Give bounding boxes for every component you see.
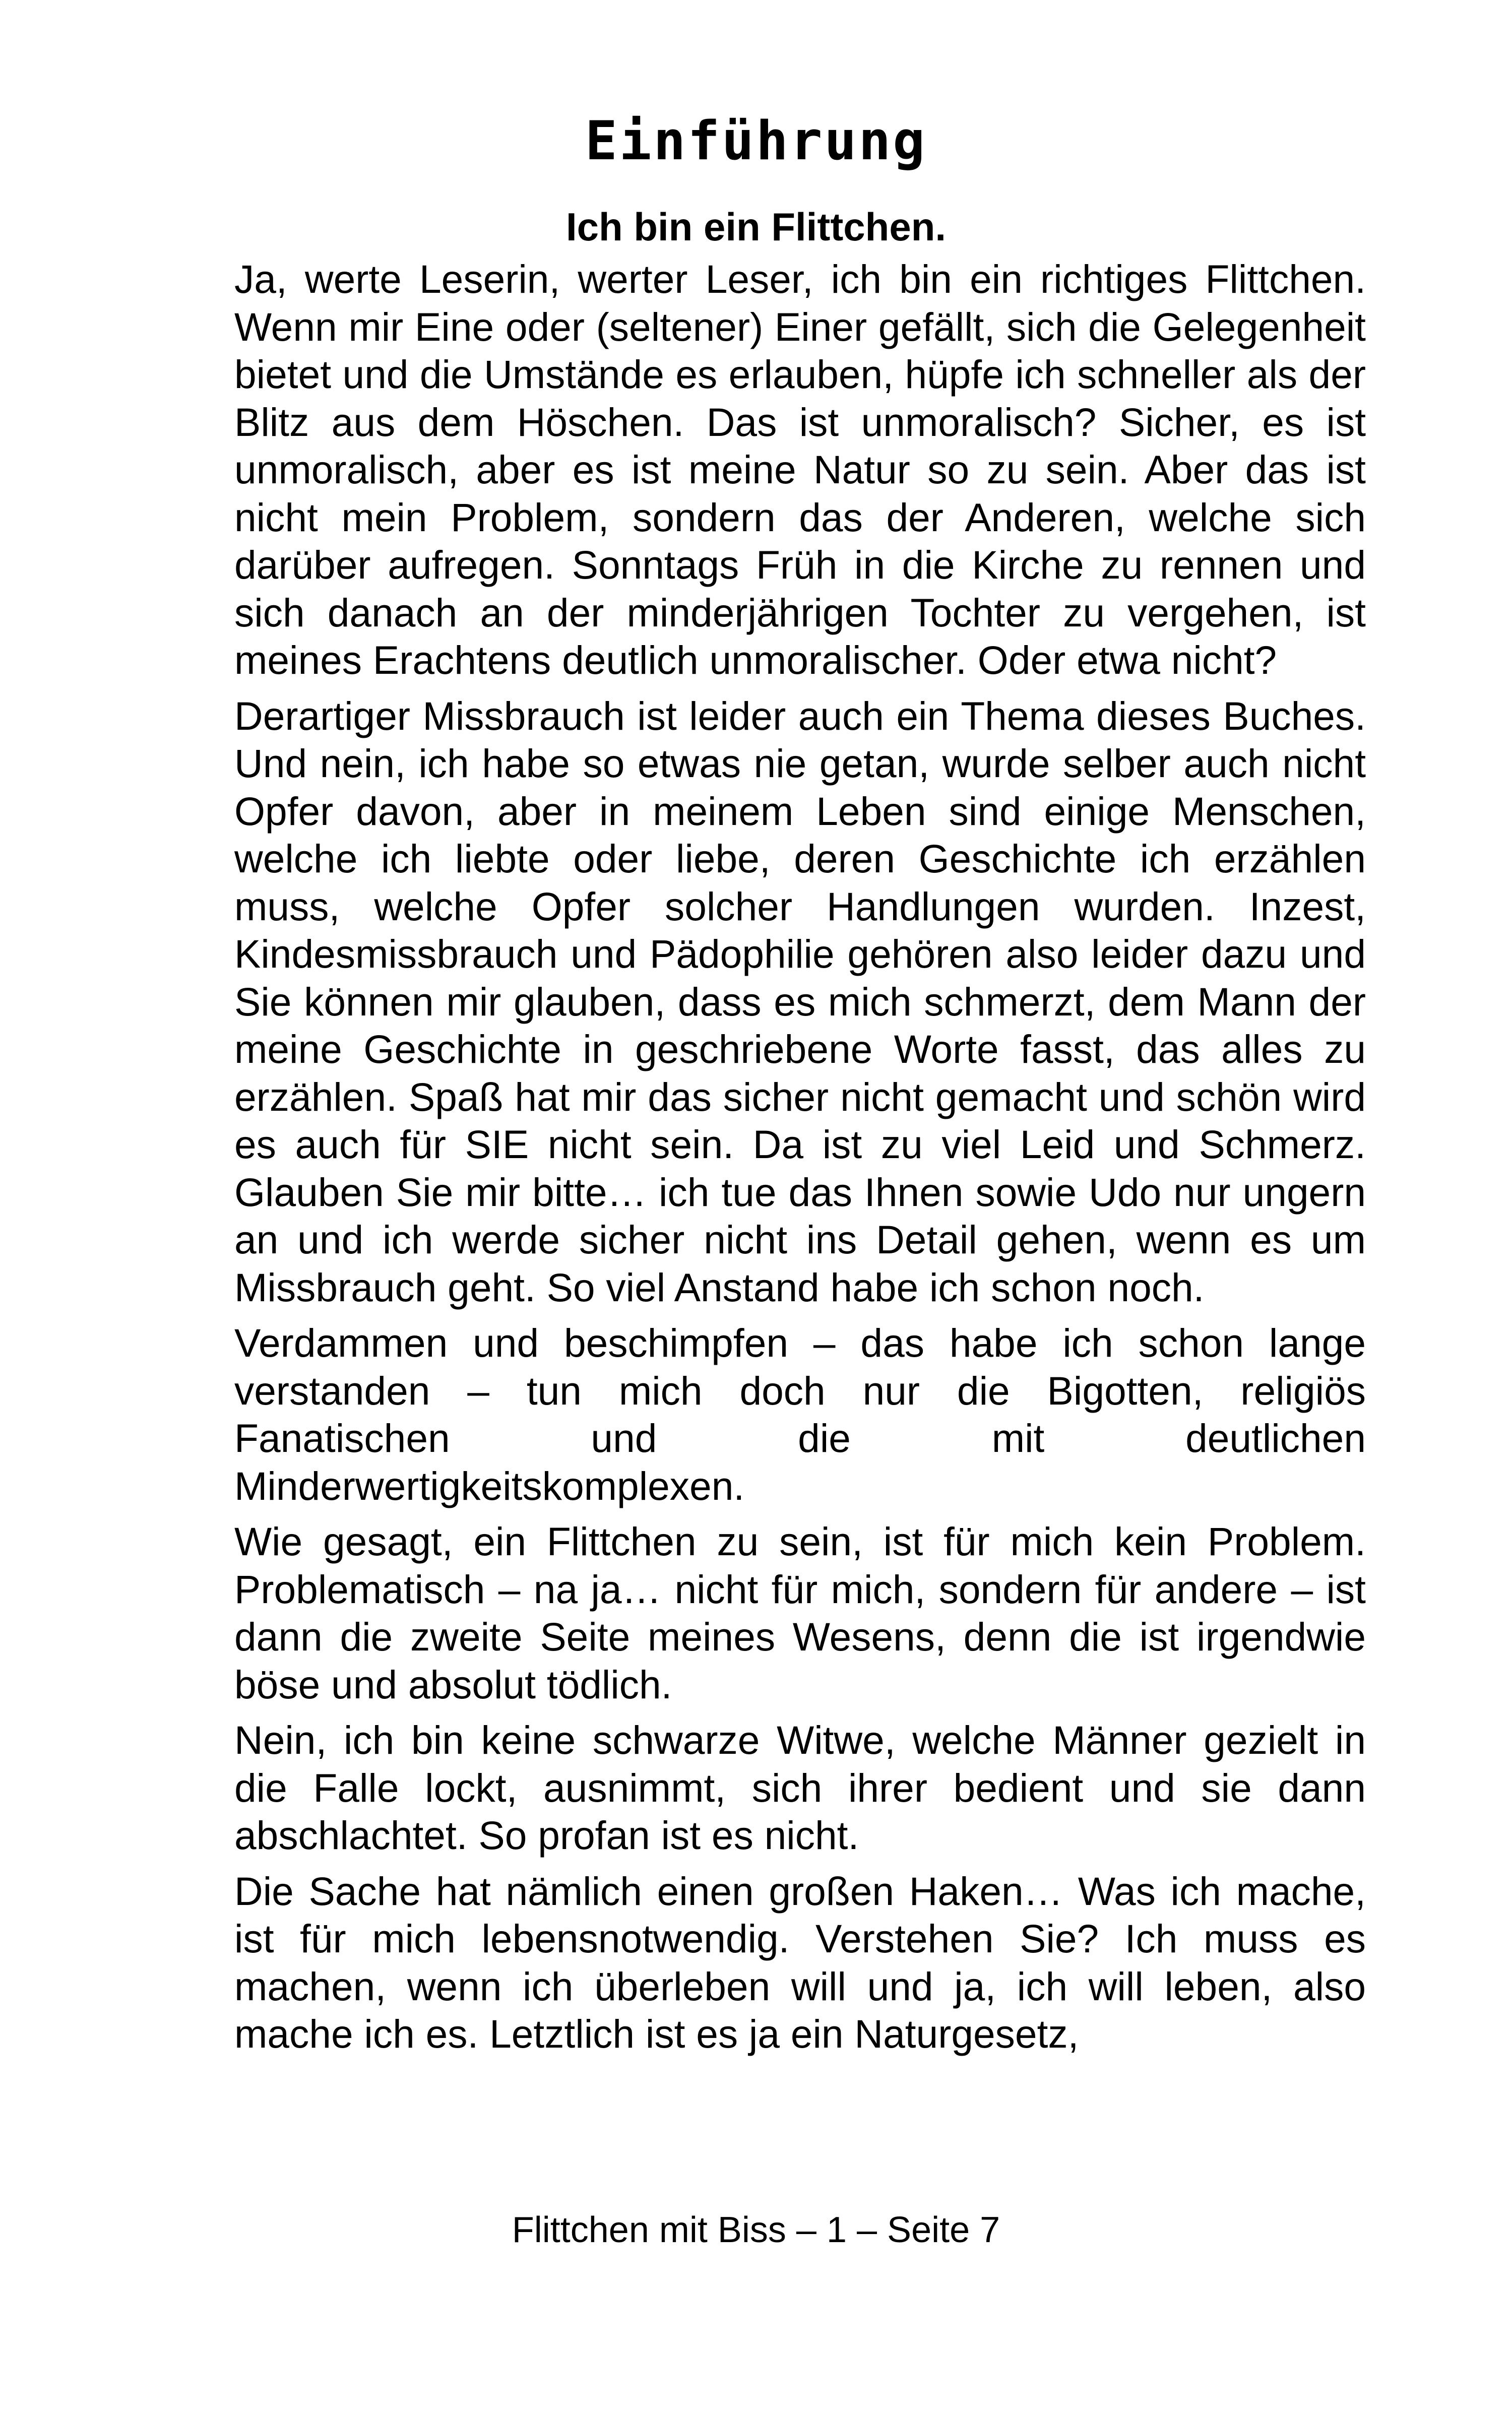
paragraph-1: Ja, werte Leserin, werter Leser, ich bin ein richtiges Flittchen. Wenn mir Eine oder (seltener) Einer gefällt, sich die Gelegenheit bietet und die Umstände es erlauben, hüpfe ich schneller als der Blitz aus dem Höschen. Das ist unmoralisch? Sicher, es ist unmoralisch, aber es ist meine Natur so zu sein. Aber das ist nicht mein Problem, sondern das der Anderen, welche sich darüber aufregen. Sonntags Früh in die Kirche zu rennen und sich danach an der minderjährigen Tochter zu vergehen, ist meines Erachtens deutlich unmoralischer. Oder etwa nicht?	[234, 257, 1366, 682]
chapter-subtitle: Ich bin ein Flittchen.	[565, 205, 947, 249]
paragraph-4: Wie gesagt, ein Flittchen zu sein, ist für mich kein Problem. Problematisch – na ja… nicht für mich, sondern für andere – ist dann die zweite Seite meines Wesens, denn die ist irgendwie böse und absolut tödlich.	[234, 1519, 1366, 1707]
body-text	[234, 256, 1366, 2066]
paragraph-5: Nein, ich bin keine schwarze Witwe, welche Männer gezielt in die Falle lockt, ausnimmt, sich ihrer bedient und sie dann abschlachtet. So profan ist es nicht.	[234, 1718, 1366, 1858]
paragraph-6: Die Sache hat nämlich einen großen Haken… Was ich mache, ist für mich lebensnotwendig. Verstehen Sie? Ich muss es machen, wenn ich überleben will und ja, ich will leben, also mache ich es. Letztlich ist es ja ein Naturgesetz,	[234, 1869, 1366, 2056]
chapter-title: Einführung	[585, 110, 927, 172]
paragraph-2: Derartiger Missbrauch ist leider auch ein Thema dieses Buches. Und nein, ich habe so etwas nie getan, wurde selber auch nicht Opfer davon, aber in meinem Leben sind einige Menschen, welche ich liebte oder liebe, deren Geschichte ich erzählen muss, welche Opfer solcher Handlungen wurden. Inzest, Kindesmissbrauch und Pädophilie gehören also leider dazu und Sie können mir glauben, dass es mich schmerzt, dem Mann der meine Geschichte in geschriebene Worte fasst, das alles zu erzählen. Spaß hat mir das sicher nicht gemacht und schön wird es auch für SIE nicht sein. Da ist zu viel Leid und Schmerz. Glauben Sie mir bitte… ich tue das Ihnen sowie Udo nur ungern an und ich werde sicher nicht ins Detail gehen, wenn es um Missbrauch geht. So viel Anstand habe ich schon noch.	[234, 693, 1366, 1310]
running-footer: Flittchen mit Biss – 1 – Seite 7	[512, 2210, 1000, 2250]
paragraph-3: Verdammen und beschimpfen – das habe ich schon lange verstanden – tun mich doch nur die Bigotten, religiös Fanatischen und die mit deutlichen Minderwertigkeitskomplexen.	[234, 1321, 1366, 1508]
